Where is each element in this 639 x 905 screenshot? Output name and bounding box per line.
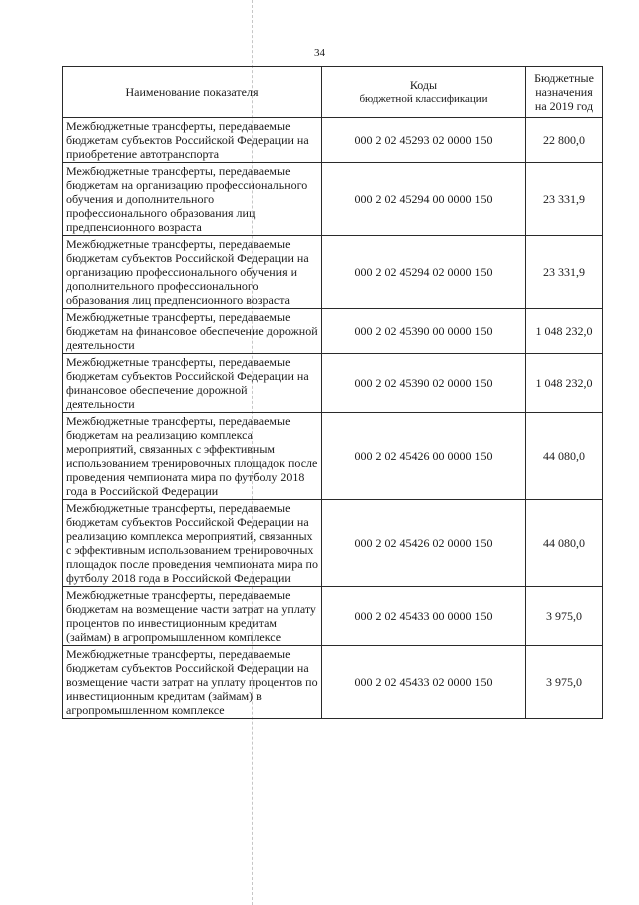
row-value-cell: 44 080,0 (526, 413, 603, 500)
row-value-cell: 3 975,0 (526, 646, 603, 719)
header-name (63, 67, 322, 118)
page-number: 34 (314, 47, 325, 59)
budget-table (62, 66, 603, 719)
table-row (63, 163, 603, 236)
row-value-cell: 23 331,9 (526, 236, 603, 309)
table-row (63, 309, 603, 354)
row-name-cell: Межбюджетные трансферты, передаваемые бюджетам субъектов Российской Федерации на реализацию комплекса мероприятий, связанных с эффективным использованием тренировочных площадок после проведения чемпионата мира по футболу 2018 года в Российской Федерации (63, 500, 322, 587)
header-codes-line1: Коды (409, 78, 438, 92)
row-value-cell: 3 975,0 (526, 587, 603, 646)
row-code-cell: 000 2 02 45390 00 0000 150 (322, 309, 526, 354)
table-row (63, 587, 603, 646)
row-name-cell: Межбюджетные трансферты, передаваемые бюджетам на возмещение части затрат на уплату процентов по инвестиционным кредитам (займам) в агропромышленном комплексе (63, 587, 322, 646)
row-name-cell: Межбюджетные трансферты, передаваемые бюджетам субъектов Российской Федерации на возмещение части затрат на уплату процентов по инвестиционным кредитам (займам) в агропромышленном комплексе (63, 646, 322, 719)
row-code-cell: 000 2 02 45390 02 0000 150 (322, 354, 526, 413)
row-name-cell: Межбюджетные трансферты, передаваемые бюджетам на организацию профессионального обучения и дополнительного профессионального образования лиц предпенсионного возраста (63, 163, 322, 236)
header-budget (526, 67, 603, 118)
header-codes (322, 67, 526, 118)
table-row (63, 413, 603, 500)
table-row (63, 118, 603, 163)
table-row (63, 500, 603, 587)
header-codes-line2: бюджетной классификации (359, 93, 488, 105)
row-code-cell: 000 2 02 45433 00 0000 150 (322, 587, 526, 646)
table-row (63, 236, 603, 309)
row-code-cell: 000 2 02 45433 02 0000 150 (322, 646, 526, 719)
row-name-cell: Межбюджетные трансферты, передаваемые бюджетам субъектов Российской Федерации на финансовое обеспечение дорожной деятельности (63, 354, 322, 413)
row-code-cell: 000 2 02 45294 00 0000 150 (322, 163, 526, 236)
table-header-row (63, 67, 603, 118)
row-name-cell: Межбюджетные трансферты, передаваемые бюджетам на реализацию комплекса мероприятий, связанных с эффективным использованием тренировочных площадок после проведения чемпионата мира по футболу 2018 года в Российской Федерации (63, 413, 322, 500)
table-row (63, 354, 603, 413)
row-code-cell: 000 2 02 45294 02 0000 150 (322, 236, 526, 309)
row-name-cell: Межбюджетные трансферты, передаваемые бюджетам субъектов Российской Федерации на приобретение автотранспорта (63, 118, 322, 163)
header-name-label: Наименование показателя (125, 85, 259, 99)
row-code-cell: 000 2 02 45426 00 0000 150 (322, 413, 526, 500)
row-code-cell: 000 2 02 45293 02 0000 150 (322, 118, 526, 163)
row-value-cell: 1 048 232,0 (526, 354, 603, 413)
row-name-cell: Межбюджетные трансферты, передаваемые бюджетам субъектов Российской Федерации на организацию профессионального обучения и дополнительного профессионального образования лиц предпенсионного возраста (63, 236, 322, 309)
row-code-cell: 000 2 02 45426 02 0000 150 (322, 500, 526, 587)
row-value-cell: 1 048 232,0 (526, 309, 603, 354)
table-row (63, 646, 603, 719)
row-value-cell: 23 331,9 (526, 163, 603, 236)
row-name-cell: Межбюджетные трансферты, передаваемые бюджетам на финансовое обеспечение дорожной деятельности (63, 309, 322, 354)
row-value-cell: 44 080,0 (526, 500, 603, 587)
row-value-cell: 22 800,0 (526, 118, 603, 163)
header-budget-label: Бюджетные назначения на 2019 год (534, 71, 594, 113)
